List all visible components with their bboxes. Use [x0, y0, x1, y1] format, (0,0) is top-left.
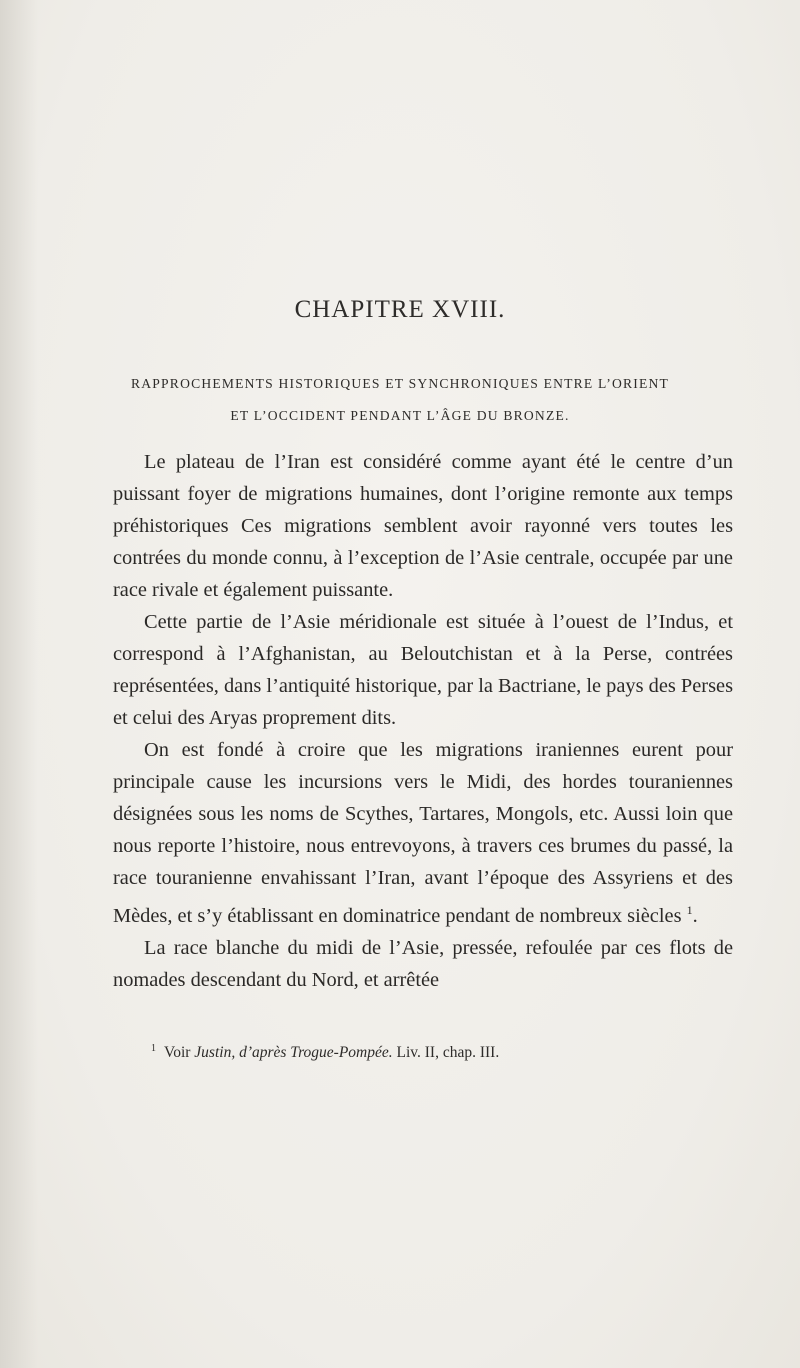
body-text	[113, 446, 733, 996]
footnote	[151, 1043, 751, 1062]
chapter-subtitle-line-1: RAPPROCHEMENTS HISTORIQUES ET SYNCHRONIQUES ENTRE L’ORIENT	[131, 376, 669, 391]
footnote-suffix: Liv. II, chap. III.	[396, 1044, 500, 1062]
footnote-reference: 1	[686, 903, 693, 917]
paragraph-3: On est fondé à croire que les migrations iraniennes eurent pour principale cause les incursions vers le Midi, des hordes touraniennes désignées sous les noms de Scythes, Tartares, Mongols, etc. Aussi loin que nous reporte l’histoire, nous entrevoyons, à travers ces brumes du passé, la race touranienne envahissant l’Iran, avant l’époque des Assyriens et des Mèdes, et s’y établissant en dominatrice pendant de nombreux siècles $^1$.	[113, 739, 733, 927]
footnote-number: 1	[151, 1043, 156, 1054]
chapter-title: CHAPITRE XVIII.	[294, 296, 506, 323]
paragraph-3-text: On est fondé à croire que les migrations iraniennes eurent pour principale cause les incursions vers le Midi, des hordes touraniennes désignées sous les noms de Scythes, Tartares, Mongols, etc. Aussi loin que nous reporte l’histoire, nous entrevoyons, à travers ces brumes du passé, la race touranienne envahissant l’Iran, avant l’époque des Assyriens et des Mèdes, et s’y établissant en dominatrice pendant de nombreux siècles	[113, 739, 733, 927]
chapter-subtitle-line-2: ET L’OCCIDENT PENDANT L’ÂGE DU BRONZE.	[230, 408, 570, 423]
paragraph-4: La race blanche du midi de l’Asie, pressée, refoulée par ces flots de nomades descendant du Nord, et arrêtée	[113, 936, 733, 991]
footnote-source-italic: Justin, d’après Trogue-Pompée.	[194, 1044, 393, 1062]
page-gutter-shadow	[0, 0, 38, 1368]
footnote-prefix: Voir	[164, 1044, 191, 1062]
paragraph-2: Cette partie de l’Asie méridionale est située à l’ouest de l’Indus, et correspond à l’Afghanistan, au Beloutchistan et à la Perse, contrées représentées, dans l’antiquité historique, par la Bactriane, le pays des Perses et celui des Aryas proprement dits.	[113, 611, 734, 729]
paragraph-1: Le plateau de l’Iran est considéré comme ayant été le centre d’un puissant foyer de migrations humaines, dont l’origine remonte aux temps préhistoriques Ces migrations semblent avoir rayonné vers toutes les contrées du monde connu, à l’exception de l’Asie centrale, occupée par une race rivale et également puissante.	[113, 451, 733, 601]
